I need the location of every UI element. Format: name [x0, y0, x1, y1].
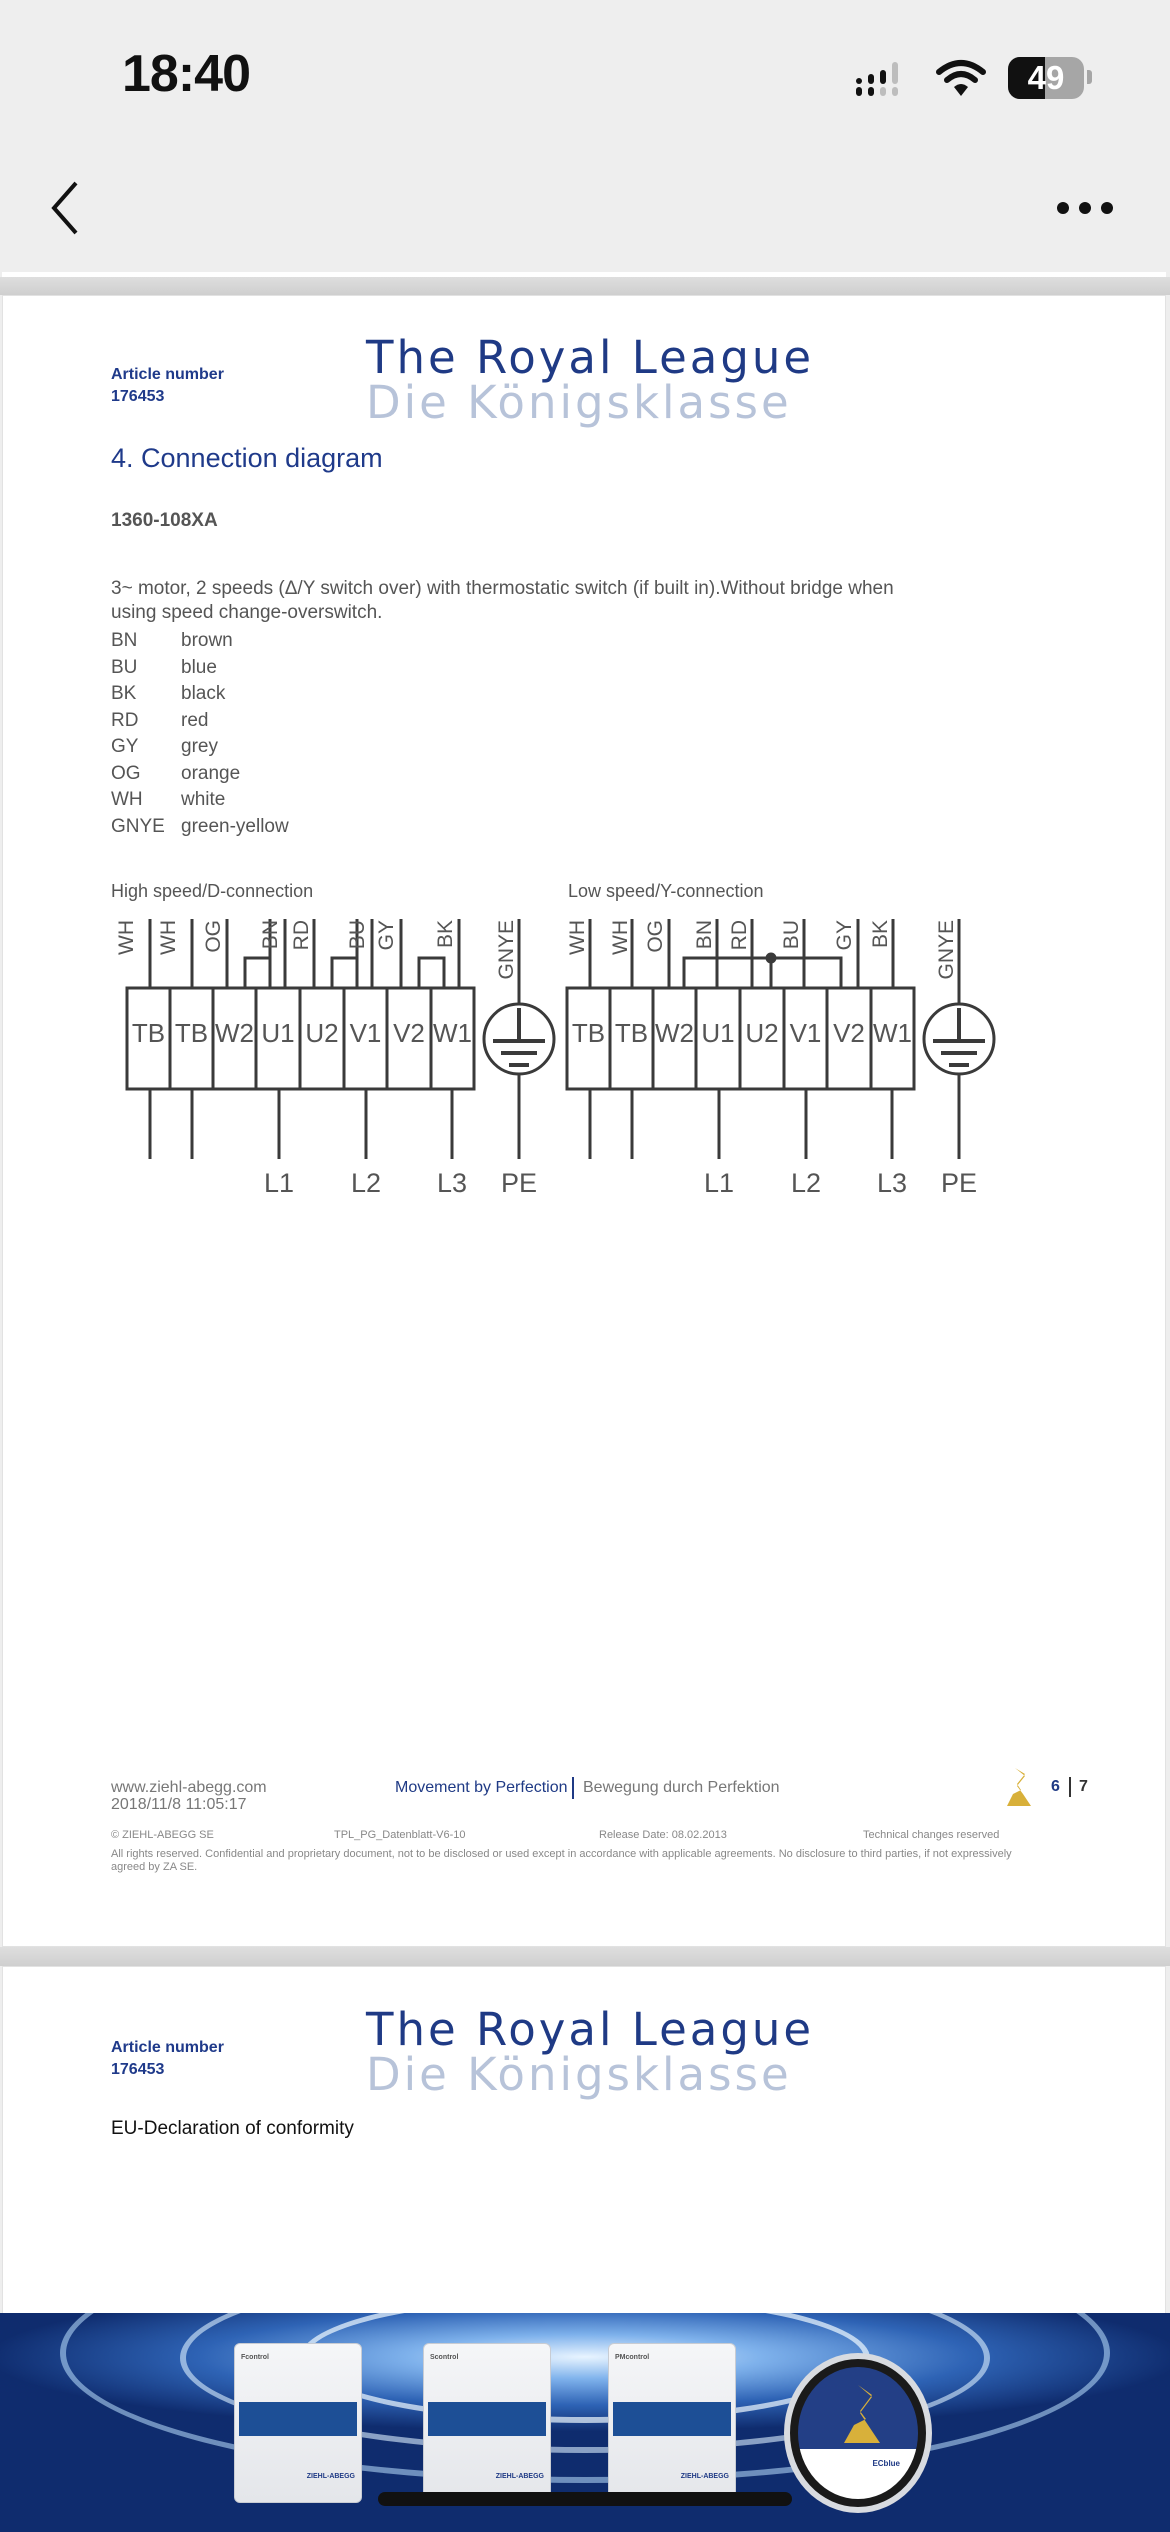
legend-code: GNYE [111, 816, 165, 837]
connection-diagram [3, 296, 1166, 1947]
legend-code: WH [111, 789, 143, 810]
terminal-label: U2 [305, 1018, 339, 1048]
article-number: 176453 [111, 388, 165, 405]
legend-name: orange [181, 763, 241, 784]
line-label: L2 [790, 1168, 822, 1198]
status-bar [0, 0, 1170, 140]
diagram-title-low-speed: Low speed/Y-connection [568, 881, 764, 901]
terminal-label: V2 [833, 1018, 865, 1048]
line-label: L1 [703, 1168, 735, 1198]
footer-disclaimer: All rights reserved. Confidential and proprietary document, not to be disclosed or used except in accordance with applicable agreements. No disclosure to third parties, if not expressively agreed by ZA SE. [111, 1848, 1012, 1873]
terminal-label: U2 [745, 1018, 779, 1048]
device-pmcontrol: PMcontrol ZIEHL-ABEGG [608, 2343, 736, 2503]
line-label: L3 [436, 1168, 468, 1198]
terminal-label: W2 [655, 1018, 694, 1048]
wire-label: BN [259, 920, 282, 950]
section-title: EU-Declaration of conformity [111, 2118, 354, 2139]
legend-code: OG [111, 763, 141, 784]
footer-website[interactable]: www.ziehl-abegg.com [111, 1779, 267, 1796]
model-number: 1360-108XA [111, 510, 218, 531]
terminal-label: U1 [701, 1018, 735, 1048]
wire-label: BK [869, 920, 892, 949]
line-label: L3 [876, 1168, 908, 1198]
page-divider [1069, 1777, 1071, 1797]
terminal-label: U1 [261, 1018, 295, 1048]
footer-slogan-de: Bewegung durch Perfektion [583, 1779, 780, 1796]
terminal-label: V1 [349, 1018, 382, 1048]
device-scontrol: Scontrol ZIEHL-ABEGG [423, 2343, 551, 2503]
wifi-icon [936, 58, 986, 98]
terminal-label: V2 [393, 1018, 425, 1048]
article-number: 176453 [111, 2061, 165, 2078]
wire-label: BN [693, 920, 716, 950]
status-time: 18:40 [122, 45, 250, 103]
diagram-title-high-speed: High speed/D-connection [111, 881, 314, 901]
section-title: 4. Connection diagram [111, 443, 383, 473]
brand-subtitle: Die Königsklasse [366, 2048, 792, 2101]
wire-label: WH [115, 920, 138, 955]
brand-title: The Royal League [366, 2003, 815, 2056]
legend-name: brown [181, 630, 233, 651]
legend-name: green-yellow [181, 816, 289, 837]
article-label: Article number [111, 2039, 224, 2056]
wire-label-earth: GNYE [935, 920, 958, 980]
home-indicator[interactable] [378, 2492, 792, 2506]
wire-label: RD [728, 920, 751, 951]
terminal-label: TB [174, 1018, 209, 1048]
footer-divider [572, 1777, 574, 1799]
article-label: Article number [111, 366, 224, 383]
chevron-left-icon [54, 183, 76, 233]
battery-icon [1008, 57, 1084, 99]
ziehl-abegg-logo-icon [1003, 1768, 1033, 1808]
wire-label: BK [434, 920, 457, 949]
page-current: 6 [1051, 1778, 1060, 1795]
wire-label: BU [780, 920, 803, 950]
terminal-label: V1 [789, 1018, 822, 1048]
footer-release-date: Release Date: 08.02.2013 [599, 1829, 727, 1841]
ziehl-abegg-logo-icon [838, 2385, 884, 2445]
line-label: L2 [350, 1168, 382, 1198]
pdf-page-6[interactable] [2, 295, 1166, 1947]
wire-label-earth: GNYE [495, 920, 518, 980]
legend-code: RD [111, 710, 139, 731]
more-button[interactable] [1055, 198, 1115, 218]
wire-label: RD [290, 920, 313, 951]
back-button[interactable] [46, 180, 86, 236]
legend-code: BK [111, 683, 137, 704]
ecblue-motor: ECblue [784, 2353, 932, 2513]
legend-name: blue [181, 657, 217, 678]
wire-label: WH [609, 920, 632, 955]
line-label: PE [940, 1168, 978, 1198]
wire-label: WH [157, 920, 180, 955]
legend-code: GY [111, 736, 139, 757]
page-separator [0, 277, 1170, 295]
footer-technical-note: Technical changes reserved [863, 1829, 1000, 1841]
footer-timestamp: 2018/11/8 11:05:17 [111, 1796, 247, 1813]
cellular-signal-icon [856, 62, 918, 96]
line-label: L1 [263, 1168, 295, 1198]
legend-name: grey [181, 736, 218, 757]
legend-name: red [181, 710, 209, 731]
ellipsis-icon [1057, 202, 1113, 214]
page-total: 7 [1079, 1778, 1088, 1795]
battery-level: 49 [1027, 59, 1065, 96]
line-label: PE [500, 1168, 538, 1198]
brand-subtitle: Die Königsklasse [366, 376, 792, 429]
legend-name: black [181, 683, 226, 704]
wire-label: GY [833, 920, 856, 951]
terminal-label: W2 [215, 1018, 254, 1048]
legend-code: BU [111, 657, 138, 678]
wire-label: WH [566, 920, 589, 955]
terminal-label: W1 [433, 1018, 472, 1048]
wire-label: OG [644, 920, 667, 953]
legend-name: white [181, 789, 226, 810]
wire-label: OG [202, 920, 225, 953]
wire-label: BU [346, 920, 369, 950]
motor-description: 3~ motor, 2 speeds (Δ/Y switch over) with thermostatic switch (if built in).Without bridge when using speed change-overswitch. [111, 578, 894, 623]
device-fcontrol: Fcontrol ZIEHL-ABEGG [234, 2343, 362, 2503]
footer-slogan-en: Movement by Perfection [395, 1779, 568, 1796]
terminal-label: TB [131, 1018, 166, 1048]
terminal-label: TB [614, 1018, 649, 1048]
terminal-label: TB [571, 1018, 606, 1048]
brand-title: The Royal League [366, 331, 815, 384]
terminal-label: W1 [873, 1018, 912, 1048]
page-separator [0, 1947, 1170, 1966]
footer-template: TPL_PG_Datenblatt-V6-10 [334, 1829, 466, 1841]
wire-label: GY [375, 920, 398, 951]
pdf-page-7[interactable] [2, 1966, 1166, 2366]
battery-cap [1087, 70, 1092, 84]
footer-copyright: © ZIEHL-ABEGG SE [111, 1829, 214, 1841]
legend-code: BN [111, 630, 138, 651]
nav-bar [0, 140, 1170, 272]
